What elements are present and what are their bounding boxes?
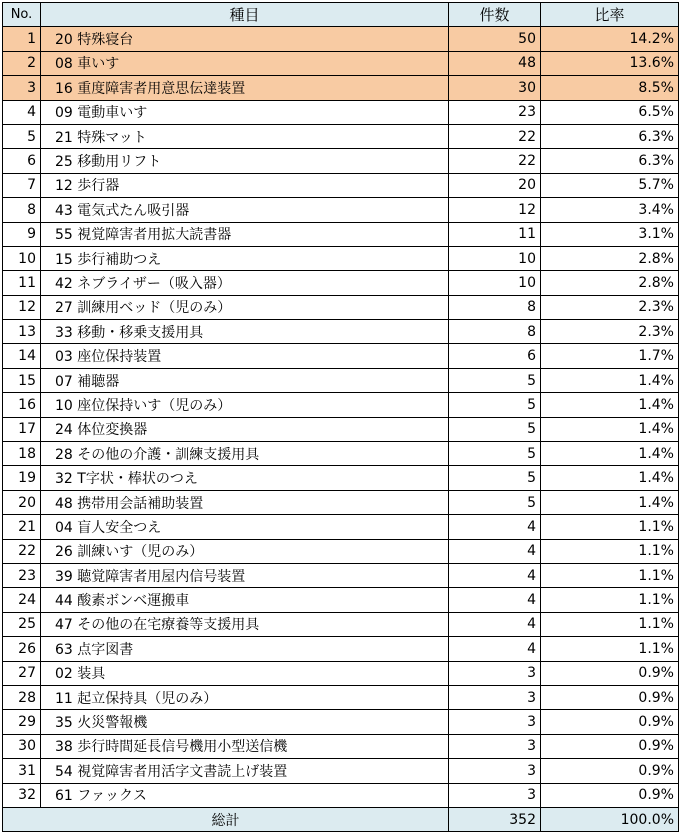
row-no: 23 xyxy=(3,563,41,587)
row-count: 5 xyxy=(449,393,541,417)
table-row xyxy=(3,271,679,295)
row-no: 13 xyxy=(3,320,41,344)
table-body xyxy=(3,27,679,808)
table-row xyxy=(3,417,679,441)
row-rate: 3.1% xyxy=(541,222,679,246)
row-item: 04 盲人安全つえ xyxy=(41,515,449,539)
table-row xyxy=(3,393,679,417)
row-item: 21 特殊マット xyxy=(41,124,449,148)
row-item: 15 歩行補助つえ xyxy=(41,246,449,270)
row-rate: 0.9% xyxy=(541,661,679,685)
row-count: 50 xyxy=(449,27,541,51)
row-count: 48 xyxy=(449,51,541,75)
row-rate: 0.9% xyxy=(541,759,679,783)
table-row xyxy=(3,490,679,514)
row-count: 5 xyxy=(449,466,541,490)
row-item: 26 訓練いす（児のみ） xyxy=(41,539,449,563)
row-rate: 13.6% xyxy=(541,51,679,75)
row-rate: 1.4% xyxy=(541,393,679,417)
row-no: 29 xyxy=(3,710,41,734)
row-count: 10 xyxy=(449,246,541,270)
row-no: 19 xyxy=(3,466,41,490)
row-no: 24 xyxy=(3,588,41,612)
table-row xyxy=(3,100,679,124)
row-item: 54 視覚障害者用活字文書読上げ装置 xyxy=(41,759,449,783)
row-item: 03 座位保持装置 xyxy=(41,344,449,368)
row-rate: 6.3% xyxy=(541,149,679,173)
row-count: 3 xyxy=(449,685,541,709)
table-row xyxy=(3,149,679,173)
row-no: 15 xyxy=(3,368,41,392)
row-count: 20 xyxy=(449,173,541,197)
row-no: 25 xyxy=(3,612,41,636)
row-rate: 6.3% xyxy=(541,124,679,148)
row-item: 47 その他の在宅療養等支援用具 xyxy=(41,612,449,636)
table-row xyxy=(3,685,679,709)
row-count: 8 xyxy=(449,320,541,344)
row-item: 35 火災警報機 xyxy=(41,710,449,734)
row-no: 3 xyxy=(3,76,41,100)
row-no: 21 xyxy=(3,515,41,539)
row-no: 7 xyxy=(3,173,41,197)
row-no: 1 xyxy=(3,27,41,51)
row-count: 4 xyxy=(449,539,541,563)
row-count: 22 xyxy=(449,149,541,173)
table-row xyxy=(3,466,679,490)
row-rate: 1.4% xyxy=(541,490,679,514)
row-count: 12 xyxy=(449,198,541,222)
row-count: 5 xyxy=(449,417,541,441)
table-row xyxy=(3,173,679,197)
row-rate: 1.4% xyxy=(541,417,679,441)
table-row xyxy=(3,661,679,685)
table-row xyxy=(3,612,679,636)
header-count: 件数 xyxy=(449,3,541,27)
table-row xyxy=(3,295,679,319)
row-rate: 8.5% xyxy=(541,76,679,100)
table-row xyxy=(3,539,679,563)
row-count: 30 xyxy=(449,76,541,100)
row-rate: 6.5% xyxy=(541,100,679,124)
row-item: 16 重度障害者用意思伝達装置 xyxy=(41,76,449,100)
row-no: 9 xyxy=(3,222,41,246)
row-item: 12 歩行器 xyxy=(41,173,449,197)
row-item: 20 特殊寝台 xyxy=(41,27,449,51)
row-rate: 1.1% xyxy=(541,637,679,661)
row-rate: 1.1% xyxy=(541,539,679,563)
row-item: 33 移動・移乗支援用具 xyxy=(41,320,449,344)
row-count: 3 xyxy=(449,783,541,807)
row-rate: 2.8% xyxy=(541,246,679,270)
row-no: 22 xyxy=(3,539,41,563)
row-item: 09 電動車いす xyxy=(41,100,449,124)
row-rate: 1.4% xyxy=(541,442,679,466)
row-rate: 3.4% xyxy=(541,198,679,222)
row-rate: 1.1% xyxy=(541,515,679,539)
row-item: 61 ファックス xyxy=(41,783,449,807)
row-count: 4 xyxy=(449,637,541,661)
table-row xyxy=(3,246,679,270)
row-no: 17 xyxy=(3,417,41,441)
row-item: 55 視覚障害者用拡大読書器 xyxy=(41,222,449,246)
row-rate: 0.9% xyxy=(541,710,679,734)
row-count: 10 xyxy=(449,271,541,295)
table-row xyxy=(3,734,679,758)
table-row xyxy=(3,27,679,51)
row-rate: 1.1% xyxy=(541,612,679,636)
row-count: 4 xyxy=(449,588,541,612)
row-count: 6 xyxy=(449,344,541,368)
header-no: No. xyxy=(3,3,41,27)
row-rate: 1.1% xyxy=(541,563,679,587)
row-count: 3 xyxy=(449,661,541,685)
row-item: 38 歩行時間延長信号機用小型送信機 xyxy=(41,734,449,758)
row-item: 39 聴覚障害者用屋内信号装置 xyxy=(41,563,449,587)
table-row xyxy=(3,344,679,368)
table-row xyxy=(3,76,679,100)
row-item: 32 T字状・棒状のつえ xyxy=(41,466,449,490)
row-no: 8 xyxy=(3,198,41,222)
row-no: 20 xyxy=(3,490,41,514)
row-item: 27 訓練用ベッド（児のみ） xyxy=(41,295,449,319)
table-row xyxy=(3,442,679,466)
row-rate: 0.9% xyxy=(541,685,679,709)
row-item: 42 ネブライザー（吸入器） xyxy=(41,271,449,295)
total-count: 352 xyxy=(449,807,541,831)
row-rate: 14.2% xyxy=(541,27,679,51)
row-count: 5 xyxy=(449,490,541,514)
row-no: 32 xyxy=(3,783,41,807)
row-no: 18 xyxy=(3,442,41,466)
header-item: 種目 xyxy=(41,3,449,27)
row-no: 5 xyxy=(3,124,41,148)
row-item: 24 体位変換器 xyxy=(41,417,449,441)
row-no: 27 xyxy=(3,661,41,685)
row-rate: 2.3% xyxy=(541,320,679,344)
table-row xyxy=(3,783,679,807)
row-count: 4 xyxy=(449,515,541,539)
table-row xyxy=(3,563,679,587)
row-rate: 1.4% xyxy=(541,466,679,490)
row-item: 08 車いす xyxy=(41,51,449,75)
row-count: 3 xyxy=(449,759,541,783)
row-no: 16 xyxy=(3,393,41,417)
row-no: 11 xyxy=(3,271,41,295)
row-rate: 1.7% xyxy=(541,344,679,368)
row-count: 4 xyxy=(449,612,541,636)
row-no: 4 xyxy=(3,100,41,124)
table-row xyxy=(3,759,679,783)
table-row xyxy=(3,222,679,246)
table-row xyxy=(3,198,679,222)
row-rate: 1.1% xyxy=(541,588,679,612)
row-count: 22 xyxy=(449,124,541,148)
row-count: 8 xyxy=(449,295,541,319)
row-rate: 2.8% xyxy=(541,271,679,295)
row-item: 63 点字図書 xyxy=(41,637,449,661)
row-rate: 2.3% xyxy=(541,295,679,319)
row-count: 23 xyxy=(449,100,541,124)
row-no: 30 xyxy=(3,734,41,758)
row-no: 28 xyxy=(3,685,41,709)
row-no: 12 xyxy=(3,295,41,319)
header-row xyxy=(3,3,679,27)
header-rate: 比率 xyxy=(541,3,679,27)
row-no: 2 xyxy=(3,51,41,75)
table-row xyxy=(3,710,679,734)
row-no: 10 xyxy=(3,246,41,270)
total-rate: 100.0% xyxy=(541,807,679,831)
row-item: 07 補聴器 xyxy=(41,368,449,392)
table-row xyxy=(3,637,679,661)
row-count: 4 xyxy=(449,563,541,587)
row-no: 6 xyxy=(3,149,41,173)
aids-table xyxy=(2,2,679,832)
row-item: 48 携帯用会話補助装置 xyxy=(41,490,449,514)
total-label: 総計 xyxy=(3,807,449,831)
row-no: 26 xyxy=(3,637,41,661)
row-item: 44 酸素ボンベ運搬車 xyxy=(41,588,449,612)
table-row xyxy=(3,588,679,612)
row-rate: 5.7% xyxy=(541,173,679,197)
row-count: 5 xyxy=(449,442,541,466)
table-row xyxy=(3,51,679,75)
row-item: 02 装具 xyxy=(41,661,449,685)
row-item: 28 その他の介護・訓練支援用具 xyxy=(41,442,449,466)
row-rate: 1.4% xyxy=(541,368,679,392)
row-count: 11 xyxy=(449,222,541,246)
row-rate: 0.9% xyxy=(541,783,679,807)
row-count: 3 xyxy=(449,734,541,758)
table-row xyxy=(3,368,679,392)
row-item: 10 座位保持いす（児のみ） xyxy=(41,393,449,417)
row-item: 43 電気式たん吸引器 xyxy=(41,198,449,222)
row-count: 5 xyxy=(449,368,541,392)
row-no: 14 xyxy=(3,344,41,368)
row-item: 25 移動用リフト xyxy=(41,149,449,173)
table-row xyxy=(3,124,679,148)
total-row xyxy=(3,807,679,831)
row-rate: 0.9% xyxy=(541,734,679,758)
table-row xyxy=(3,515,679,539)
row-count: 3 xyxy=(449,710,541,734)
row-no: 31 xyxy=(3,759,41,783)
row-item: 11 起立保持具（児のみ） xyxy=(41,685,449,709)
table-row xyxy=(3,320,679,344)
